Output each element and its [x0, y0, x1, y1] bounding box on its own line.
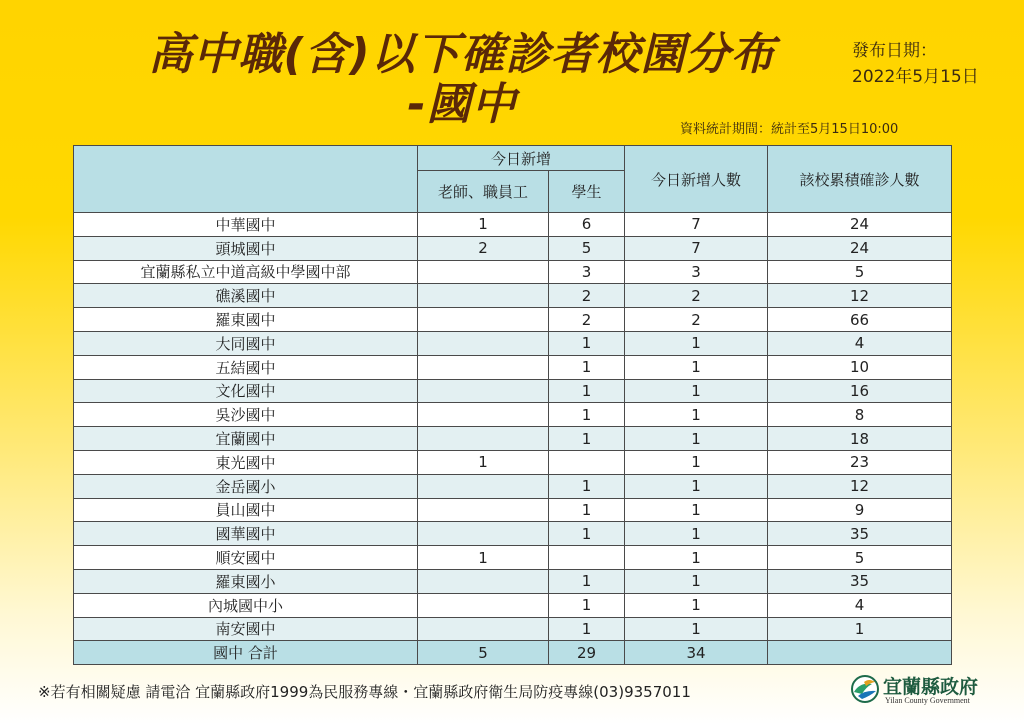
cell-cumulative: 1	[768, 617, 952, 641]
cell-cumulative: 24	[768, 236, 952, 260]
cell-staff	[418, 522, 549, 546]
cell-school: 礁溪國中	[74, 284, 418, 308]
table-row	[74, 403, 952, 427]
table-row	[74, 522, 952, 546]
table-row	[74, 379, 952, 403]
contact-note: ※若有相關疑慮 請電洽 宜蘭縣政府1999為民服務專線・宜蘭縣政府衛生局防疫專線(03)9357011	[38, 683, 691, 701]
yilan-emblem-icon	[850, 674, 880, 708]
table-row	[74, 617, 952, 641]
cell-cumulative: 8	[768, 403, 952, 427]
cell-school: 吳沙國中	[74, 403, 418, 427]
table-row	[74, 450, 952, 474]
cell-students	[549, 450, 625, 474]
cell-staff	[418, 427, 549, 451]
cell-today: 1	[625, 522, 768, 546]
cell-today: 1	[625, 617, 768, 641]
school-column-header	[74, 146, 418, 213]
table-row	[74, 474, 952, 498]
logo-name: 宜蘭縣政府	[883, 676, 979, 698]
cell-school: 文化國中	[74, 379, 418, 403]
table-row	[74, 498, 952, 522]
cell-students: 1	[549, 569, 625, 593]
cell-school: 中華國中	[74, 213, 418, 237]
cell-students: 6	[549, 213, 625, 237]
total-cell-label: 國中 合計	[74, 641, 418, 665]
cell-school: 宜蘭縣私立中道高級中學國中部	[74, 260, 418, 284]
table-row	[74, 236, 952, 260]
cell-cumulative: 10	[768, 355, 952, 379]
cell-staff	[418, 617, 549, 641]
cell-today: 7	[625, 213, 768, 237]
total-cell-cumulative	[768, 641, 952, 665]
cell-staff	[418, 569, 549, 593]
table-row	[74, 213, 952, 237]
cell-today: 2	[625, 308, 768, 332]
total-cell-students: 29	[549, 641, 625, 665]
cell-students: 1	[549, 427, 625, 451]
staff-header: 老師、職員工	[418, 171, 549, 213]
cell-staff	[418, 308, 549, 332]
cell-school: 南安國中	[74, 617, 418, 641]
cell-today: 1	[625, 331, 768, 355]
table-row	[74, 593, 952, 617]
cell-today: 7	[625, 236, 768, 260]
cell-students: 5	[549, 236, 625, 260]
cell-today: 1	[625, 427, 768, 451]
cell-students: 1	[549, 617, 625, 641]
cumulative-header: 該校累積確診人數	[768, 146, 952, 213]
table-row	[74, 260, 952, 284]
cell-school: 大同國中	[74, 331, 418, 355]
cell-cumulative: 35	[768, 522, 952, 546]
cell-staff: 2	[418, 236, 549, 260]
cell-staff	[418, 498, 549, 522]
cell-students: 2	[549, 308, 625, 332]
cell-staff	[418, 284, 549, 308]
cell-school: 五結國中	[74, 355, 418, 379]
cell-cumulative: 12	[768, 474, 952, 498]
cell-staff: 1	[418, 546, 549, 570]
cell-students: 1	[549, 474, 625, 498]
title-line-1: 高中職(含)以下確診者校園分布	[148, 29, 776, 80]
cell-today: 1	[625, 593, 768, 617]
today-total-header: 今日新增人數	[625, 146, 768, 213]
cell-school: 羅東國中	[74, 308, 418, 332]
logo-english-name: Yilan County Government	[885, 696, 970, 705]
cell-students: 1	[549, 403, 625, 427]
cell-today: 1	[625, 546, 768, 570]
table-row	[74, 355, 952, 379]
cell-today: 1	[625, 450, 768, 474]
cell-students: 1	[549, 522, 625, 546]
cell-cumulative: 4	[768, 331, 952, 355]
cell-cumulative: 5	[768, 260, 952, 284]
cell-staff	[418, 474, 549, 498]
cell-cumulative: 16	[768, 379, 952, 403]
cell-today: 1	[625, 569, 768, 593]
publish-date: 2022年5月15日	[852, 67, 979, 87]
cell-students: 1	[549, 498, 625, 522]
table-row	[74, 308, 952, 332]
cell-staff: 1	[418, 450, 549, 474]
publish-date-label: 發布日期：	[852, 41, 937, 61]
cell-today: 1	[625, 379, 768, 403]
cell-school: 國華國中	[74, 522, 418, 546]
cell-staff	[418, 403, 549, 427]
cell-staff	[418, 331, 549, 355]
cell-cumulative: 66	[768, 308, 952, 332]
cell-today: 1	[625, 498, 768, 522]
cell-cumulative: 35	[768, 569, 952, 593]
cell-students: 1	[549, 331, 625, 355]
page-title	[92, 30, 832, 130]
cell-school: 內城國中小	[74, 593, 418, 617]
cell-school: 羅東國小	[74, 569, 418, 593]
cell-school: 東光國中	[74, 450, 418, 474]
cell-students: 1	[549, 593, 625, 617]
statistics-period: 資料統計期間：統計至5月15日10:00	[680, 122, 899, 137]
cell-today: 2	[625, 284, 768, 308]
cell-cumulative: 18	[768, 427, 952, 451]
today-new-group-header: 今日新增	[418, 146, 625, 171]
cell-school: 金岳國小	[74, 474, 418, 498]
cell-staff	[418, 593, 549, 617]
table-row	[74, 427, 952, 451]
cell-today: 3	[625, 260, 768, 284]
cell-students: 3	[549, 260, 625, 284]
cell-school: 順安國中	[74, 546, 418, 570]
school-case-table	[73, 145, 952, 665]
students-header: 學生	[549, 171, 625, 213]
cell-cumulative: 12	[768, 284, 952, 308]
cell-staff	[418, 379, 549, 403]
total-row	[74, 641, 952, 665]
table-row	[74, 546, 952, 570]
cell-today: 1	[625, 474, 768, 498]
cell-cumulative: 9	[768, 498, 952, 522]
cell-cumulative: 4	[768, 593, 952, 617]
cell-staff	[418, 260, 549, 284]
title-line-2: -國中	[407, 79, 517, 130]
cell-school: 員山國中	[74, 498, 418, 522]
total-cell-today: 34	[625, 641, 768, 665]
cell-school: 宜蘭國中	[74, 427, 418, 451]
cell-today: 1	[625, 403, 768, 427]
cell-cumulative: 24	[768, 213, 952, 237]
cell-students: 1	[549, 355, 625, 379]
cell-staff	[418, 355, 549, 379]
cell-today: 1	[625, 355, 768, 379]
cell-school: 頭城國中	[74, 236, 418, 260]
cell-cumulative: 23	[768, 450, 952, 474]
total-cell-staff: 5	[418, 641, 549, 665]
table-row	[74, 284, 952, 308]
cell-students: 1	[549, 379, 625, 403]
table-row	[74, 569, 952, 593]
cell-students	[549, 546, 625, 570]
cell-students: 2	[549, 284, 625, 308]
cell-cumulative: 5	[768, 546, 952, 570]
cell-staff: 1	[418, 213, 549, 237]
government-logo	[850, 672, 990, 708]
table-row	[74, 331, 952, 355]
